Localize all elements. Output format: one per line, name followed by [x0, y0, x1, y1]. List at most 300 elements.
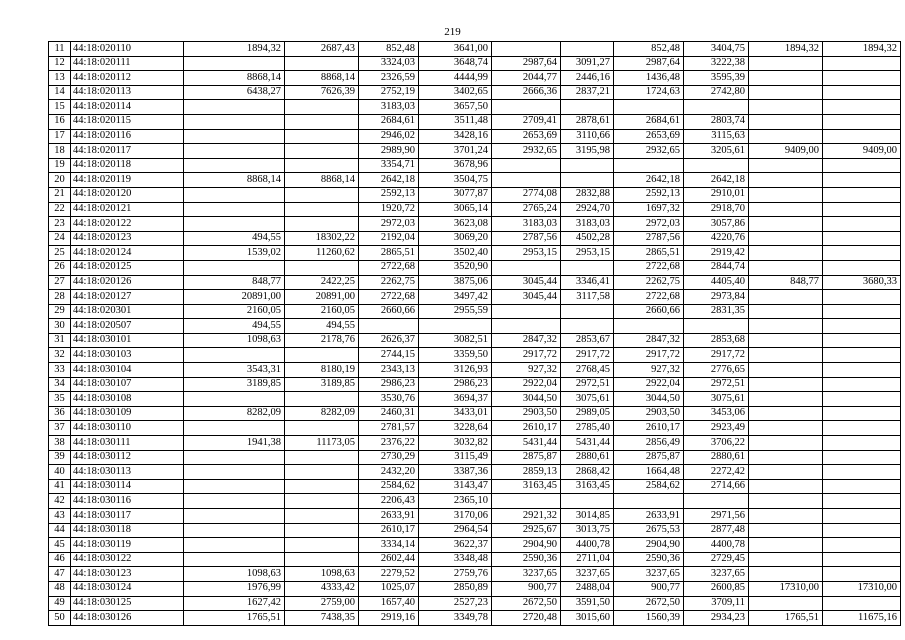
- value-cell: 2847,32: [492, 333, 561, 348]
- cadastral-number-cell: 44:18:020114: [71, 100, 184, 115]
- value-cell: 3189,85: [184, 377, 285, 392]
- row-number-cell: 28: [49, 290, 71, 305]
- value-cell: [184, 100, 285, 115]
- value-cell: 2903,50: [492, 406, 561, 421]
- value-cell: 2837,21: [561, 85, 614, 100]
- value-cell: 3678,96: [419, 158, 492, 173]
- value-cell: [419, 319, 492, 334]
- value-cell: 2642,18: [684, 173, 749, 188]
- row-number-cell: 16: [49, 114, 71, 129]
- value-cell: 2880,61: [684, 450, 749, 465]
- value-cell: 3387,36: [419, 465, 492, 480]
- value-cell: 2917,72: [684, 348, 749, 363]
- value-cell: [561, 42, 614, 57]
- value-cell: [184, 479, 285, 494]
- value-cell: 3348,48: [419, 552, 492, 567]
- value-cell: 4333,42: [285, 581, 359, 596]
- value-cell: [749, 450, 823, 465]
- row-number-cell: 31: [49, 333, 71, 348]
- value-cell: 2904,90: [492, 538, 561, 553]
- table-row: [49, 465, 901, 480]
- value-cell: 1976,99: [184, 581, 285, 596]
- row-number-cell: 33: [49, 363, 71, 378]
- value-cell: 11173,05: [285, 436, 359, 451]
- value-cell: 2803,74: [684, 114, 749, 129]
- value-cell: 2776,65: [684, 363, 749, 378]
- value-cell: 2592,13: [614, 187, 684, 202]
- value-cell: 2971,56: [684, 509, 749, 524]
- value-cell: [749, 509, 823, 524]
- cadastral-number-cell: 44:18:030114: [71, 479, 184, 494]
- value-cell: 2925,67: [492, 523, 561, 538]
- row-number-cell: 38: [49, 436, 71, 451]
- value-cell: [561, 158, 614, 173]
- value-cell: [749, 538, 823, 553]
- value-cell: 3354,71: [359, 158, 419, 173]
- row-number-cell: 21: [49, 187, 71, 202]
- value-cell: [749, 333, 823, 348]
- value-cell: 2934,23: [684, 611, 749, 626]
- value-cell: 3237,65: [561, 567, 614, 582]
- value-cell: 2774,08: [492, 187, 561, 202]
- value-cell: 17310,00: [823, 581, 901, 596]
- cadastral-number-cell: 44:18:030117: [71, 509, 184, 524]
- table-row: [49, 100, 901, 115]
- value-cell: [285, 509, 359, 524]
- value-cell: [749, 494, 823, 509]
- value-cell: 2192,04: [359, 231, 419, 246]
- value-cell: [492, 319, 561, 334]
- value-cell: [561, 173, 614, 188]
- value-cell: 3015,60: [561, 611, 614, 626]
- row-number-cell: 49: [49, 596, 71, 611]
- value-cell: 927,32: [492, 363, 561, 378]
- value-cell: [823, 319, 901, 334]
- value-cell: 2868,42: [561, 465, 614, 480]
- value-cell: [823, 479, 901, 494]
- table-row: [49, 348, 901, 363]
- value-cell: [823, 450, 901, 465]
- value-cell: 2343,13: [359, 363, 419, 378]
- value-cell: [285, 144, 359, 159]
- value-cell: 3694,37: [419, 392, 492, 407]
- row-number-cell: 50: [49, 611, 71, 626]
- value-cell: 8282,09: [285, 406, 359, 421]
- cadastral-number-cell: 44:18:030119: [71, 538, 184, 553]
- value-cell: 8868,14: [184, 173, 285, 188]
- table-row: [49, 611, 901, 626]
- value-cell: 3875,06: [419, 275, 492, 290]
- value-cell: [823, 567, 901, 582]
- value-cell: 900,77: [614, 581, 684, 596]
- value-cell: 3453,06: [684, 406, 749, 421]
- table-row: [49, 421, 901, 436]
- cadastral-number-cell: 44:18:020116: [71, 129, 184, 144]
- value-cell: [285, 158, 359, 173]
- value-cell: [823, 231, 901, 246]
- value-cell: [561, 304, 614, 319]
- value-cell: 2972,51: [684, 377, 749, 392]
- value-cell: 852,48: [614, 42, 684, 57]
- value-cell: 3065,14: [419, 202, 492, 217]
- value-cell: [614, 158, 684, 173]
- value-cell: 2922,04: [492, 377, 561, 392]
- table-row: [49, 187, 901, 202]
- value-cell: [285, 552, 359, 567]
- table-row: [49, 494, 901, 509]
- value-cell: 3117,58: [561, 290, 614, 305]
- value-cell: 2633,91: [359, 509, 419, 524]
- value-cell: [823, 406, 901, 421]
- value-cell: 3402,65: [419, 85, 492, 100]
- value-cell: 2365,10: [419, 494, 492, 509]
- value-cell: 2865,51: [614, 246, 684, 261]
- value-cell: 2932,65: [614, 144, 684, 159]
- value-cell: 3237,65: [684, 567, 749, 582]
- table-row: [49, 406, 901, 421]
- table-row: [49, 231, 901, 246]
- value-cell: 2446,16: [561, 71, 614, 86]
- value-cell: 4405,40: [684, 275, 749, 290]
- value-cell: 3623,08: [419, 217, 492, 232]
- value-cell: [823, 217, 901, 232]
- table-row: [49, 436, 901, 451]
- value-cell: 2160,05: [184, 304, 285, 319]
- value-cell: 3045,44: [492, 275, 561, 290]
- cadastral-number-cell: 44:18:020111: [71, 56, 184, 71]
- value-cell: [184, 158, 285, 173]
- cadastral-number-cell: 44:18:020126: [71, 275, 184, 290]
- table-row: [49, 260, 901, 275]
- value-cell: [823, 173, 901, 188]
- value-cell: 2850,89: [419, 581, 492, 596]
- row-number-cell: 11: [49, 42, 71, 57]
- value-cell: [749, 304, 823, 319]
- value-cell: [749, 567, 823, 582]
- value-cell: 2877,48: [684, 523, 749, 538]
- row-number-cell: 41: [49, 479, 71, 494]
- row-number-cell: 14: [49, 85, 71, 100]
- value-cell: [749, 246, 823, 261]
- value-cell: [823, 85, 901, 100]
- value-cell: 3543,31: [184, 363, 285, 378]
- value-cell: [749, 348, 823, 363]
- value-cell: 3497,42: [419, 290, 492, 305]
- value-cell: [285, 202, 359, 217]
- value-cell: 848,77: [749, 275, 823, 290]
- value-cell: [285, 392, 359, 407]
- value-cell: 3706,22: [684, 436, 749, 451]
- value-cell: [749, 129, 823, 144]
- value-cell: 9409,00: [749, 144, 823, 159]
- value-cell: 7438,35: [285, 611, 359, 626]
- value-cell: 2653,69: [614, 129, 684, 144]
- value-cell: 2859,13: [492, 465, 561, 480]
- value-cell: [561, 494, 614, 509]
- row-number-cell: 19: [49, 158, 71, 173]
- cadastral-number-cell: 44:18:020113: [71, 85, 184, 100]
- value-cell: 2904,90: [614, 538, 684, 553]
- value-cell: 2610,17: [359, 523, 419, 538]
- table-row: [49, 479, 901, 494]
- value-cell: [823, 260, 901, 275]
- cadastral-number-cell: 44:18:030116: [71, 494, 184, 509]
- cadastral-number-cell: 44:18:020124: [71, 246, 184, 261]
- value-cell: 3591,50: [561, 596, 614, 611]
- value-cell: [492, 494, 561, 509]
- value-cell: 3045,44: [492, 290, 561, 305]
- value-cell: 3701,24: [419, 144, 492, 159]
- table-row: [49, 202, 901, 217]
- row-number-cell: 20: [49, 173, 71, 188]
- table-row: [49, 158, 901, 173]
- value-cell: 2987,64: [492, 56, 561, 71]
- row-number-cell: 26: [49, 260, 71, 275]
- value-cell: 1724,63: [614, 85, 684, 100]
- value-cell: [823, 596, 901, 611]
- value-cell: 5431,44: [561, 436, 614, 451]
- value-cell: [749, 552, 823, 567]
- row-number-cell: 23: [49, 217, 71, 232]
- table-row: [49, 509, 901, 524]
- table-row: [49, 85, 901, 100]
- value-cell: 2847,32: [614, 333, 684, 348]
- cadastral-number-cell: 44:18:020119: [71, 173, 184, 188]
- value-cell: 2684,61: [614, 114, 684, 129]
- value-cell: 8180,19: [285, 363, 359, 378]
- value-cell: [749, 173, 823, 188]
- cadastral-number-cell: 44:18:030108: [71, 392, 184, 407]
- cadastral-number-cell: 44:18:030113: [71, 465, 184, 480]
- cadastral-number-cell: 44:18:020125: [71, 260, 184, 275]
- value-cell: 3195,98: [561, 144, 614, 159]
- row-number-cell: 34: [49, 377, 71, 392]
- value-cell: 3622,37: [419, 538, 492, 553]
- cadastral-number-cell: 44:18:020112: [71, 71, 184, 86]
- value-cell: 1025,07: [359, 581, 419, 596]
- value-cell: 494,55: [184, 231, 285, 246]
- value-cell: 2687,43: [285, 42, 359, 57]
- row-number-cell: 12: [49, 56, 71, 71]
- cadastral-number-cell: 44:18:030101: [71, 333, 184, 348]
- value-cell: 1098,63: [184, 333, 285, 348]
- value-cell: 2922,04: [614, 377, 684, 392]
- value-cell: 2675,53: [614, 523, 684, 538]
- value-cell: 3189,85: [285, 377, 359, 392]
- table-row: [49, 567, 901, 582]
- value-cell: 2986,23: [419, 377, 492, 392]
- cadastral-number-cell: 44:18:030123: [71, 567, 184, 582]
- value-cell: [285, 450, 359, 465]
- value-cell: [749, 202, 823, 217]
- value-cell: 18302,22: [285, 231, 359, 246]
- table-row: [49, 144, 901, 159]
- value-cell: [285, 56, 359, 71]
- value-cell: 2917,72: [492, 348, 561, 363]
- value-cell: 494,55: [285, 319, 359, 334]
- value-cell: 1765,51: [184, 611, 285, 626]
- value-cell: 2178,76: [285, 333, 359, 348]
- value-cell: 2787,56: [492, 231, 561, 246]
- value-cell: 4400,78: [684, 538, 749, 553]
- table-row: [49, 363, 901, 378]
- row-number-cell: 45: [49, 538, 71, 553]
- value-cell: 2584,62: [614, 479, 684, 494]
- table-row: [49, 56, 901, 71]
- value-cell: 2660,66: [359, 304, 419, 319]
- value-cell: 3044,50: [492, 392, 561, 407]
- value-cell: 1920,72: [359, 202, 419, 217]
- value-cell: 2986,23: [359, 377, 419, 392]
- value-cell: [823, 114, 901, 129]
- value-cell: [285, 217, 359, 232]
- value-cell: 3075,61: [561, 392, 614, 407]
- value-cell: 2642,18: [614, 173, 684, 188]
- value-cell: 2752,19: [359, 85, 419, 100]
- value-cell: [184, 56, 285, 71]
- value-cell: [184, 494, 285, 509]
- value-cell: 3222,38: [684, 56, 749, 71]
- value-cell: 2160,05: [285, 304, 359, 319]
- table-body: [49, 42, 901, 626]
- value-cell: 3511,48: [419, 114, 492, 129]
- value-cell: 2853,67: [561, 333, 614, 348]
- value-cell: [823, 494, 901, 509]
- value-cell: 2787,56: [614, 231, 684, 246]
- value-cell: 927,32: [614, 363, 684, 378]
- value-cell: 2602,44: [359, 552, 419, 567]
- value-cell: [749, 217, 823, 232]
- value-cell: [823, 333, 901, 348]
- row-number-cell: 44: [49, 523, 71, 538]
- value-cell: [823, 158, 901, 173]
- value-cell: [749, 100, 823, 115]
- value-cell: 2610,17: [492, 421, 561, 436]
- value-cell: [823, 100, 901, 115]
- value-cell: 2584,62: [359, 479, 419, 494]
- value-cell: 2910,01: [684, 187, 749, 202]
- table-row: [49, 275, 901, 290]
- data-table: [48, 41, 901, 626]
- value-cell: 2722,68: [359, 260, 419, 275]
- value-cell: 3044,50: [614, 392, 684, 407]
- value-cell: 2781,57: [359, 421, 419, 436]
- value-cell: 2711,04: [561, 552, 614, 567]
- value-cell: [823, 509, 901, 524]
- row-number-cell: 29: [49, 304, 71, 319]
- table-row: [49, 114, 901, 129]
- value-cell: 3349,78: [419, 611, 492, 626]
- value-cell: [823, 421, 901, 436]
- value-cell: 2488,04: [561, 581, 614, 596]
- value-cell: 4444,99: [419, 71, 492, 86]
- value-cell: 1894,32: [749, 42, 823, 57]
- value-cell: 1436,48: [614, 71, 684, 86]
- value-cell: [749, 319, 823, 334]
- table-row: [49, 246, 901, 261]
- value-cell: [184, 348, 285, 363]
- table-row: [49, 129, 901, 144]
- value-cell: [184, 114, 285, 129]
- value-cell: [684, 158, 749, 173]
- value-cell: [184, 509, 285, 524]
- cadastral-number-cell: 44:18:030111: [71, 436, 184, 451]
- value-cell: [749, 290, 823, 305]
- cadastral-number-cell: 44:18:020117: [71, 144, 184, 159]
- value-cell: 2989,90: [359, 144, 419, 159]
- value-cell: 3641,00: [419, 42, 492, 57]
- value-cell: 1627,42: [184, 596, 285, 611]
- value-cell: 2660,66: [614, 304, 684, 319]
- cadastral-number-cell: 44:18:030112: [71, 450, 184, 465]
- value-cell: 3163,45: [561, 479, 614, 494]
- value-cell: 3115,49: [419, 450, 492, 465]
- cadastral-number-cell: 44:18:030104: [71, 363, 184, 378]
- value-cell: [492, 42, 561, 57]
- value-cell: 8282,09: [184, 406, 285, 421]
- value-cell: 2765,24: [492, 202, 561, 217]
- value-cell: [359, 319, 419, 334]
- value-cell: [614, 494, 684, 509]
- value-cell: 2600,85: [684, 581, 749, 596]
- value-cell: 1098,63: [285, 567, 359, 582]
- value-cell: [561, 319, 614, 334]
- value-cell: 20891,00: [184, 290, 285, 305]
- value-cell: 2527,23: [419, 596, 492, 611]
- value-cell: [749, 114, 823, 129]
- value-cell: 2672,50: [492, 596, 561, 611]
- value-cell: 1894,32: [184, 42, 285, 57]
- value-cell: 2653,69: [492, 129, 561, 144]
- value-cell: [184, 465, 285, 480]
- value-cell: 3334,14: [359, 538, 419, 553]
- value-cell: 2206,43: [359, 494, 419, 509]
- value-cell: 3183,03: [359, 100, 419, 115]
- cadastral-number-cell: 44:18:020118: [71, 158, 184, 173]
- value-cell: 4502,28: [561, 231, 614, 246]
- value-cell: 1941,38: [184, 436, 285, 451]
- value-cell: [684, 494, 749, 509]
- value-cell: [823, 552, 901, 567]
- row-number-cell: 18: [49, 144, 71, 159]
- row-number-cell: 30: [49, 319, 71, 334]
- value-cell: [492, 260, 561, 275]
- value-cell: [749, 377, 823, 392]
- cadastral-number-cell: 44:18:030110: [71, 421, 184, 436]
- value-cell: [823, 523, 901, 538]
- value-cell: [184, 552, 285, 567]
- value-cell: 3014,85: [561, 509, 614, 524]
- value-cell: 2729,45: [684, 552, 749, 567]
- value-cell: [823, 392, 901, 407]
- value-cell: 2972,51: [561, 377, 614, 392]
- value-cell: 848,77: [184, 275, 285, 290]
- value-cell: 3170,06: [419, 509, 492, 524]
- row-number-cell: 27: [49, 275, 71, 290]
- table-row: [49, 304, 901, 319]
- table-row: [49, 596, 901, 611]
- value-cell: 2432,20: [359, 465, 419, 480]
- value-cell: 1560,39: [614, 611, 684, 626]
- value-cell: 1765,51: [749, 611, 823, 626]
- value-cell: [823, 290, 901, 305]
- value-cell: 7626,39: [285, 85, 359, 100]
- value-cell: 2917,72: [561, 348, 614, 363]
- value-cell: 6438,27: [184, 85, 285, 100]
- value-cell: [749, 363, 823, 378]
- value-cell: [823, 202, 901, 217]
- value-cell: [492, 100, 561, 115]
